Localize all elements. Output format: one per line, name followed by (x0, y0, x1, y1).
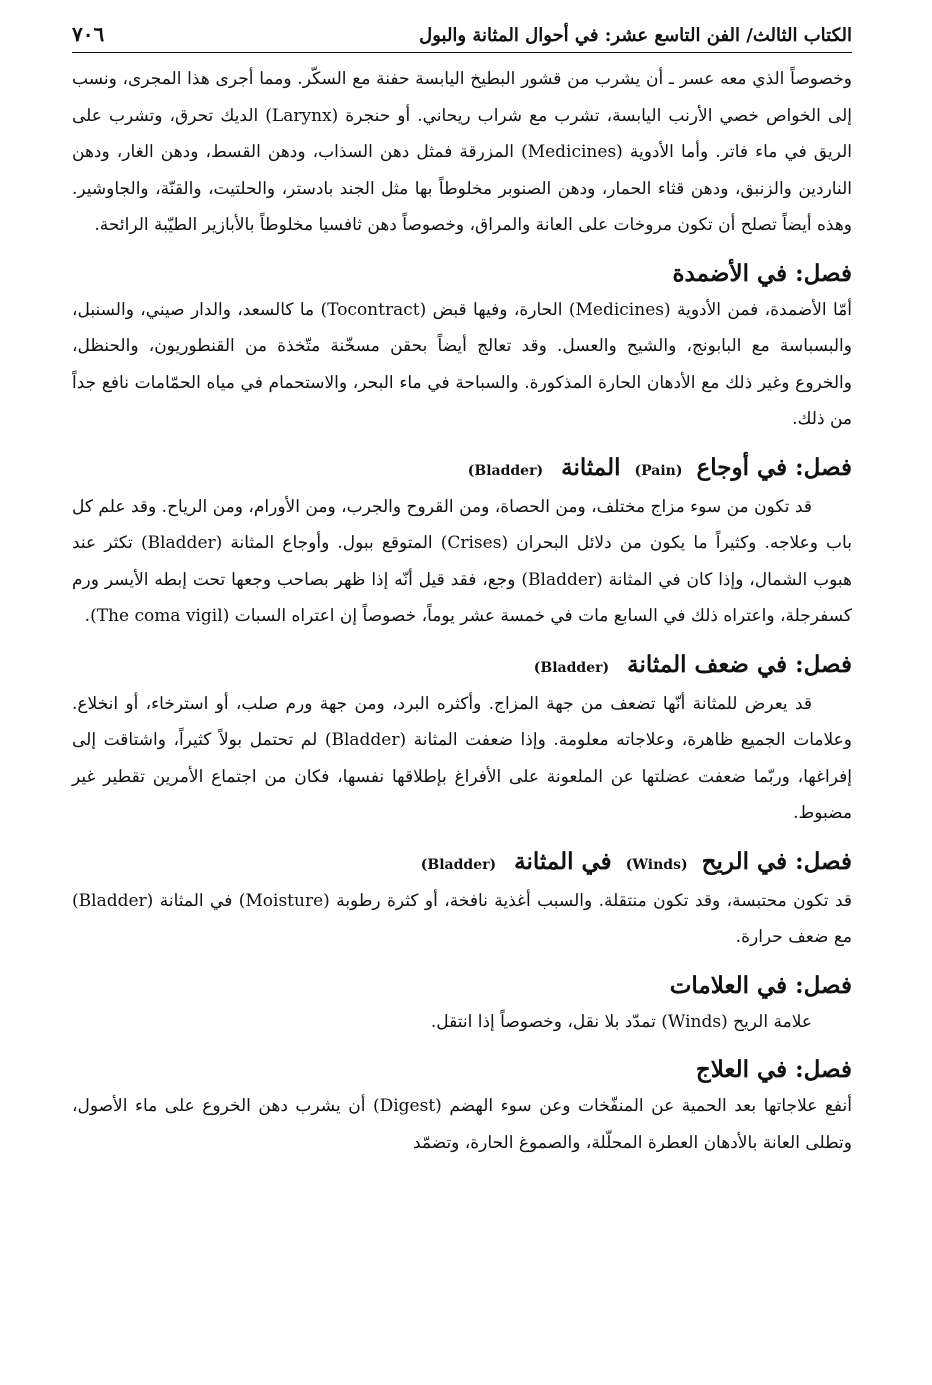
section-heading-bladder-weakness (72, 647, 852, 686)
section-body-bladder-wind: قد تكون محتبسة، وقد تكون منتقلة. والسبب أغذية نافخة، أو كثرة رطوبة (Moisture) في المثانة (Bladder) مع ضعف حرارة. (72, 890, 852, 947)
section-heading-text: فصل: في ضعف المثانة (627, 650, 852, 678)
section-heading-term: (Bladder) (467, 462, 544, 479)
section-heading-term: (Bladder) (420, 856, 497, 873)
section-heading-text: فصل: في العلامات (669, 971, 852, 999)
section-heading-term: (Winds) (625, 856, 688, 873)
book-page (72, 22, 852, 1161)
section-body-signs: علامة الريح (Winds) تمدّد بلا نقل، وخصوصاً إذا انتقل. (430, 1011, 812, 1032)
section-heading-tail: في المثانة (514, 847, 612, 875)
section-body-bladder-pain: قد تكون من سوء مزاج مختلف، ومن الحصاة، ومن القروح والجرب، ومن الأورام، ومن الرياح. وقد علم كل باب وعلاجه. وكثيراً ما يكون من دلائل البحران (Crises) المتوقع ببول. وأوجاع المثانة (Bladder) تكثر عند هبوب الشمال، وإذا كان في المثانة (Bladder) وجع، فقد قيل أنّه إذا ظهر بصاحب وجعها تحت إبطه الأيسر ورم كسفرجلة، واعتراه ذلك في السابع مات في خمسة عشر يوماً، خصوصاً إن اعتراه السبات (The coma vigil). (72, 496, 852, 626)
running-title: الكتاب الثالث/ الفن التاسع عشر: في أحوال المثانة والبول (419, 25, 852, 46)
section-heading-text: فصل: في أوجاع (696, 453, 852, 481)
section-heading-text: فصل: في الريح (701, 847, 852, 875)
section-heading-signs (72, 968, 852, 1004)
section-body-bladder-weakness: قد يعرض للمثانة أنّها تضعف من جهة المزاج. وأكثره البرد، ومن جهة ورم صلب، أو استرخاء، أو انخلاع. وعلامات الجميع ظاهرة، وعلاجاته معلومة. وإذا ضعفت المثانة (Bladder) لم تحتمل بولاً كثيراً، واشتاقت إلى إفراغها، وربّما ضعفت عضلتها عن الملعونة على الأفراغ بإطلاقها نفسها، فكان من اجتماع الأمرين تقطير غير مضبوط. (72, 693, 852, 823)
section-heading-text: فصل: في الأضمدة (672, 259, 852, 287)
section-body-treatment: أنفع علاجاتها بعد الحمية عن المنفّخات وعن سوء الهضم (Digest) أن يشرب دهن الخروع على ماء الأصول، وتطلى العانة بالأدهان العطرة المحلّلة، والصموغ الحارة، وتضمّد (72, 1096, 852, 1153)
intro-paragraph: وخصوصاً الذي معه عسر ـ أن يشرب من قشور البطيخ اليابسة حفنة مع السكّر. ومما أجرى هذا المجرى، ونسب إلى الخواص خصي الأرنب اليابسة، تشرب مع شراب ريحاني. أو حنجرة (Larynx) الديك تحرق، وتشرب على الريق في ماء فاتر. وأما الأدوية (Medicines) المزرقة فمثل دهن السذاب، ودهن القسط، ودهن الغار، ودهن الناردين والزنبق، ودهن قثاء الحمار، ودهن الصنوبر مخلوطاً بها مثل الجند بادستر، والحلتيت، والقنّة، والجاوشير. وهذه أيضاً تصلح أن تكون مروخات على العانة والمراق، وخصوصاً دهن ثافسيا مخلوطاً بالأبازير الطيّبة الرائحة. (72, 69, 853, 235)
section-heading-text: فصل: في العلاج (695, 1056, 852, 1083)
section-body-poultices: أمّا الأضمدة، فمن الأدوية (Medicines) الحارة، وفيها قبض (Tocontract) ما كالسعد، والدار صيني، والسنبل، والبسباسة مع البابونج، والشيح والعسل. وقد تعالج أيضاً بحقن مسخّنة متّخذة من القنطوريون، والحنظل، والخروع وغير ذلك مع الأدهان الحارة المذكورة. والسباحة في ماء البحر، والاستحمام في مياه الحمّامات نافع جداً من ذلك. (72, 299, 852, 429)
section-heading-poultices (72, 256, 852, 292)
section-heading-bladder-wind (72, 844, 852, 883)
page-header (72, 22, 852, 53)
section-heading-bladder-pain (72, 450, 852, 489)
section-heading-term: (Pain) (634, 462, 683, 479)
section-heading-tail: المثانة (561, 453, 621, 481)
section-heading-term: (Bladder) (533, 659, 610, 676)
page-number: ٧٠٦ (72, 22, 105, 46)
section-heading-treatment (72, 1052, 852, 1088)
